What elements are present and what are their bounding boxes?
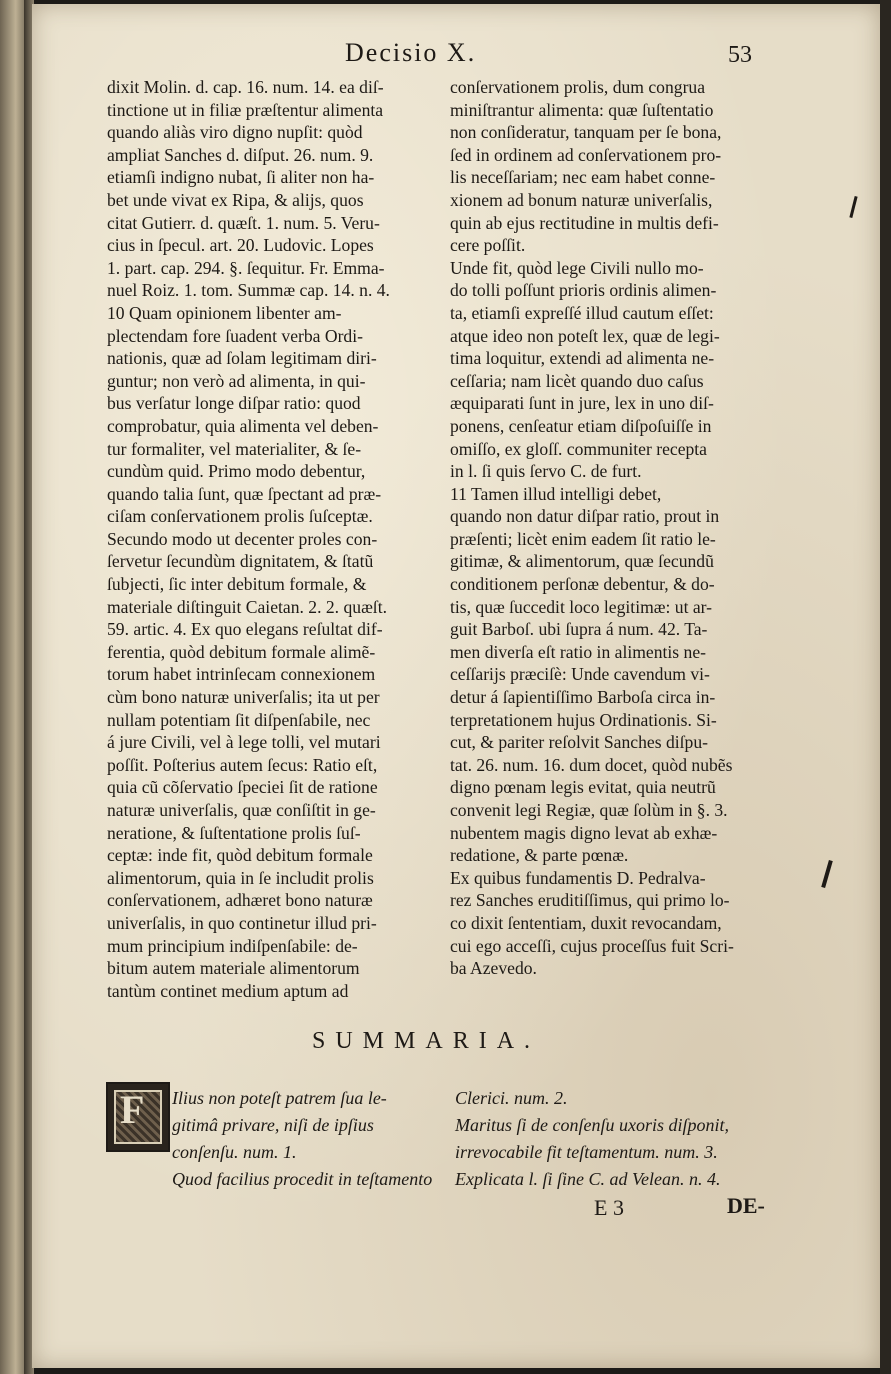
text-line: convenit legi Regiæ, quæ ſolùm in §. 3. — [450, 800, 728, 820]
running-head: Decisio X. — [345, 38, 477, 67]
text-line: cui ego acceſſi, cujus proceſſus fuit Scri- — [450, 935, 734, 956]
text-line: ba Azevedo. — [450, 958, 537, 979]
text-line: tat. 26. num. 16. dum docet, quòd nubẽs — [450, 754, 733, 775]
catchword: DE- — [727, 1193, 765, 1218]
text-line: do tolli poſſunt prioris ordinis alimen- — [450, 280, 717, 301]
text-line: cùm bono naturæ univerſalis; ita ut per — [107, 687, 380, 708]
text-line: conditionem perſonæ debentur, & do- — [450, 574, 715, 595]
text-line: ampliat Sanches d. diſput. 26. num. 9. — [107, 144, 374, 165]
page-number: 53 — [728, 42, 752, 68]
text-line: Quod facilius procedit in teſtamento — [172, 1169, 433, 1189]
text-line: á jure Civili, vel à lege tolli, vel mutari — [107, 732, 381, 753]
text-line: Maritus ſi de conſenſu uxoris diſponit, — [455, 1115, 729, 1135]
text-line: etiamſi indigno nubat, ſi aliter non ha- — [107, 167, 375, 188]
text-line: quia cũ cõſervatio ſpeciei ſit de ratione — [107, 777, 378, 798]
text-line: bitum autem materiale alimentorum — [107, 958, 360, 979]
text-line: 11 Tamen illud intelligi debet, — [450, 483, 662, 504]
text-line: 1. part. cap. 294. §. ſequitur. Fr. Emma- — [107, 257, 385, 278]
text-line: quando non datur diſpar ratio, prout in — [450, 506, 720, 527]
text-line: plectendam fore ſuadent verba Ordi- — [107, 325, 363, 346]
text-line: irrevocabile fit teſtamentum. num. 3. — [455, 1142, 718, 1162]
text-line: ta, etiamſi expreſſé illud cautum eſſet: — [450, 302, 714, 323]
text-line: naturæ univerſalis, quæ conſiſtit in ge- — [107, 800, 376, 820]
text-line: gitimæ, & alimentorum, quæ ſecundũ — [450, 551, 714, 572]
text-line: ceptæ: inde fit, quòd debitum formale — [107, 845, 373, 866]
text-line: redatione, & parte pœnæ. — [450, 845, 629, 866]
text-line: præſenti; licèt enim eadem ſit ratio le- — [450, 528, 716, 549]
text-line: ceſſaria; nam licèt quando duo caſus — [450, 370, 704, 391]
text-line: 59. artic. 4. Ex quo elegans reſultat dif- — [107, 619, 383, 640]
text-line: neratione, & ſuſtentatione prolis ſuſ- — [107, 822, 361, 843]
text-line: ciſam conſervationem prolis ſuſceptæ. — [107, 506, 373, 527]
text-line: conſenſu. num. 1. — [172, 1142, 297, 1162]
signature-mark: E 3 — [594, 1195, 624, 1220]
text-line: Ex quibus fundamentis D. Pedralva- — [450, 867, 706, 888]
text-line: poſſit. Poſterius autem ſecus: Ratio eſt, — [107, 754, 378, 775]
text-line: 10 Quam opinionem libenter am- — [107, 302, 342, 323]
text-line: omiſſo, ex gloſſ. communiter recepta — [450, 438, 707, 459]
text-line: conſervationem, adhæret bono naturæ — [107, 890, 373, 911]
page-edge-dark — [880, 0, 891, 1374]
text-line: ſed in ordinem ad conſervationem pro- — [450, 144, 722, 165]
initial-letter: F — [120, 1087, 145, 1132]
text-line: ponens, cenſeatur etiam diſpoſuiſſe in — [450, 415, 712, 436]
right-text-column — [450, 76, 777, 980]
text-line: rez Sanches eruditiſſimus, qui primo lo- — [450, 890, 730, 911]
text-line: quando talia ſunt, quæ ſpectant ad præ- — [107, 483, 382, 504]
text-line: dixit Molin. d. cap. 16. num. 14. ea diſ- — [107, 77, 384, 97]
text-line: univerſalis, in quo continetur illud pri- — [107, 912, 377, 933]
text-line: guit Barboſ. ubi ſupra á num. 42. Ta- — [450, 619, 708, 640]
text-line: quando aliàs viro digno nupſit: quòd — [107, 122, 363, 143]
text-line: ſubjecti, ſic inter debitum formale, & — [107, 574, 367, 595]
text-line: tinctione ut in filiæ præſtentur alimenta — [107, 99, 384, 120]
summaria-right — [455, 1085, 785, 1193]
text-line: nuel Roiz. 1. tom. Summæ cap. 14. n. 4. — [107, 280, 390, 301]
summaria-left — [172, 1085, 437, 1193]
text-line: torum habet intrinſecam connexionem — [107, 664, 376, 685]
text-line: Ilius non poteſt patrem ſua le- — [172, 1088, 387, 1108]
text-line: nullam potentiam ſit diſpenſabile, nec — [107, 709, 371, 730]
text-line: mum principium indiſpenſabile: de- — [107, 935, 358, 956]
text-line: Explicata l. ſi ſine C. ad Velean. n. 4. — [455, 1169, 721, 1189]
text-line: bet unde vivat ex Ripa, & alijs, quos — [107, 189, 364, 210]
text-line: cundùm quid. Primo modo debentur, — [107, 461, 366, 482]
text-line: citat Gutierr. d. quæſt. 1. num. 5. Veru- — [107, 212, 380, 233]
text-line: terpretationem hujus Ordinationis. Si- — [450, 709, 717, 730]
facing-page-edge — [0, 0, 26, 1374]
text-line: non conſideratur, tanquam per ſe bona, — [450, 122, 722, 143]
text-line: cut, & pariter reſolvit Sanches diſpu- — [450, 732, 708, 753]
text-line: miniſtrantur alimenta: quæ ſuſtentatio — [450, 99, 714, 120]
text-line: bus verſatur longe diſpar ratio: quod — [107, 393, 361, 414]
text-line: Secundo modo ut decenter proles con- — [107, 528, 378, 549]
text-line: nubentem magis digno levat ab exhæ- — [450, 822, 718, 843]
text-line: nationis, quæ ad ſolam legitimam diri- — [107, 348, 377, 369]
text-line: Clerici. num. 2. — [455, 1088, 568, 1108]
text-line: alimentorum, quia in ſe includit prolis — [107, 867, 374, 888]
text-line: lis neceſſariam; nec eam habet conne- — [450, 167, 716, 188]
text-line: atque ideo non poteſt lex, quæ de legi- — [450, 325, 720, 346]
text-line: tis, quæ ſuccedit loco legitimæ: ut ar- — [450, 596, 713, 617]
text-line: quin ab ejus rectitudine in multis defi- — [450, 212, 719, 233]
text-line: co dixit ſententiam, duxit revocandam, — [450, 912, 722, 933]
text-line: æquiparati ſunt in jure, lex in uno diſ- — [450, 393, 714, 414]
text-line: men diverſa eſt ratio in alimentis ne- — [450, 641, 707, 662]
text-line: Unde fit, quòd lege Civili nullo mo- — [450, 257, 704, 278]
decorated-initial — [106, 1082, 170, 1152]
text-line: conſervationem prolis, dum congrua — [450, 77, 706, 97]
text-line: in l. ſi quis ſervo C. de furt. — [450, 461, 642, 482]
text-line: materiale diſtinguit Caietan. 2. 2. quæſt. — [107, 596, 387, 617]
text-line: ferentia, quòd debitum formale alimẽ- — [107, 641, 376, 662]
text-line: digno pœnam legis evitat, quia neutrũ — [450, 777, 716, 798]
text-line: ceſſarijs præciſè: Unde cavendum vi- — [450, 664, 710, 685]
text-line: tur formaliter, vel materialiter, & ſe- — [107, 438, 362, 459]
text-line: ſervetur ſecundùm dignitatem, & ſtatũ — [107, 551, 374, 572]
text-line: detur á ſapientiſſimo Barboſa circa in- — [450, 687, 716, 708]
text-line: gitimâ privare, niſi de ipſius — [172, 1115, 374, 1135]
text-line: comprobatur, quia alimenta vel deben- — [107, 415, 379, 436]
text-line: tima loquitur, extendi ad alimenta ne- — [450, 348, 715, 369]
text-line: cius in ſpecul. art. 20. Ludovic. Lopes — [107, 235, 374, 256]
left-text-column — [107, 76, 425, 1002]
text-line: cere poſſit. — [450, 235, 526, 256]
text-line: guntur; non verò ad alimenta, in qui- — [107, 370, 366, 391]
text-line: xionem ad bonum naturæ univerſalis, — [450, 189, 713, 210]
text-line: tantùm continet medium aptum ad — [107, 980, 349, 1001]
summaria-heading: SUMMARIA. — [312, 1028, 541, 1054]
